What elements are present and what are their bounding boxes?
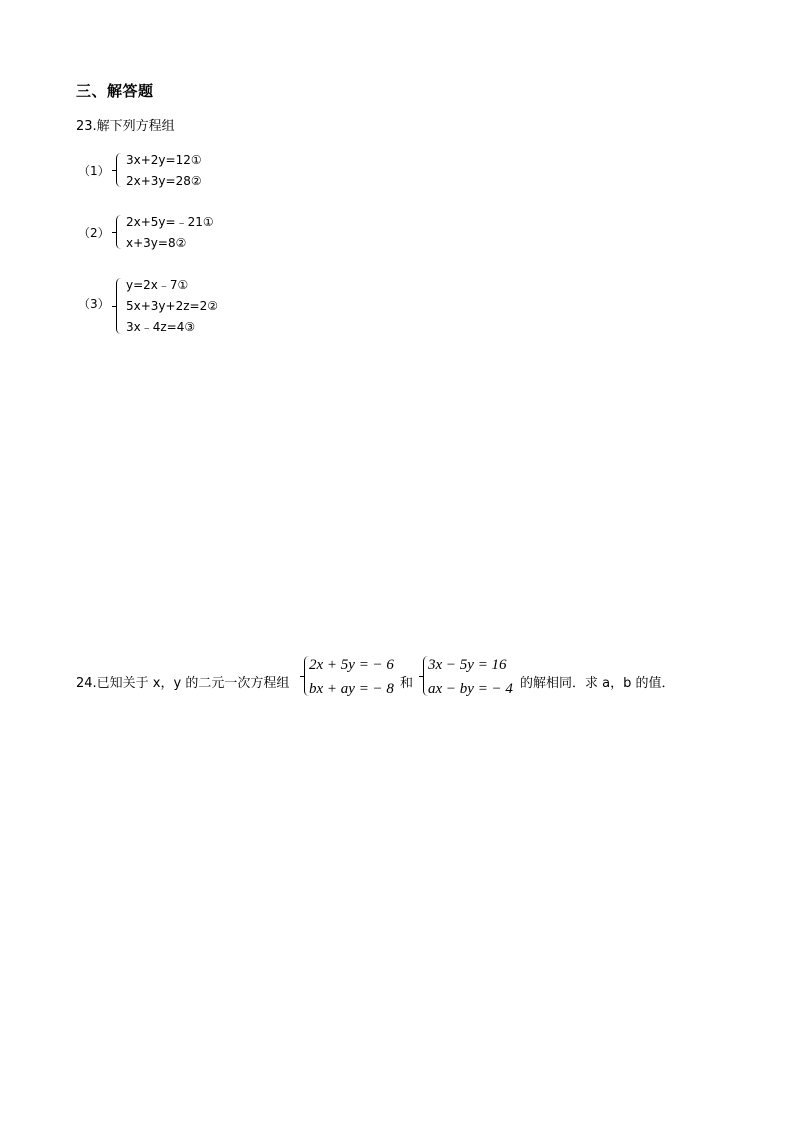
equation-system: [126, 150, 202, 192]
brace-icon: [116, 278, 123, 334]
question-23-title: 23.解下列方程组: [76, 119, 175, 134]
part-label: （3）: [78, 297, 110, 311]
equation-line: ax − by = − 4: [428, 681, 513, 697]
equation-line: 2x+5y=﹣21①: [126, 215, 214, 229]
equation-line: 5x+3y+2z=2②: [126, 299, 218, 313]
equation-line: x+3y=8②: [126, 236, 187, 250]
equation-line: 2x+3y=28②: [126, 174, 202, 188]
part-label: （1）: [78, 164, 110, 178]
question-24-prefix: 24.已知关于 x，y 的二元一次方程组: [76, 676, 290, 691]
equation-line: bx + ay = − 8: [309, 681, 394, 697]
brace-icon: [116, 215, 123, 249]
part-label: （2）: [78, 226, 110, 240]
equation-line: 3x﹣4z=4③: [126, 320, 196, 334]
question-24-suffix: 的解相同．求 a，b 的值．: [520, 676, 675, 691]
brace-icon: [116, 153, 123, 187]
equation-line: 3x+2y=12①: [126, 153, 202, 167]
equation-system: [126, 275, 218, 338]
equation-line: 2x + 5y = − 6: [309, 657, 394, 673]
section-title: 三、解答题: [76, 82, 154, 100]
question-24-connector: 和: [400, 676, 414, 691]
equation-line: 3x − 5y = 16: [428, 657, 507, 673]
equation-system: [126, 212, 214, 254]
equation-line: y=2x﹣7①: [126, 278, 189, 292]
